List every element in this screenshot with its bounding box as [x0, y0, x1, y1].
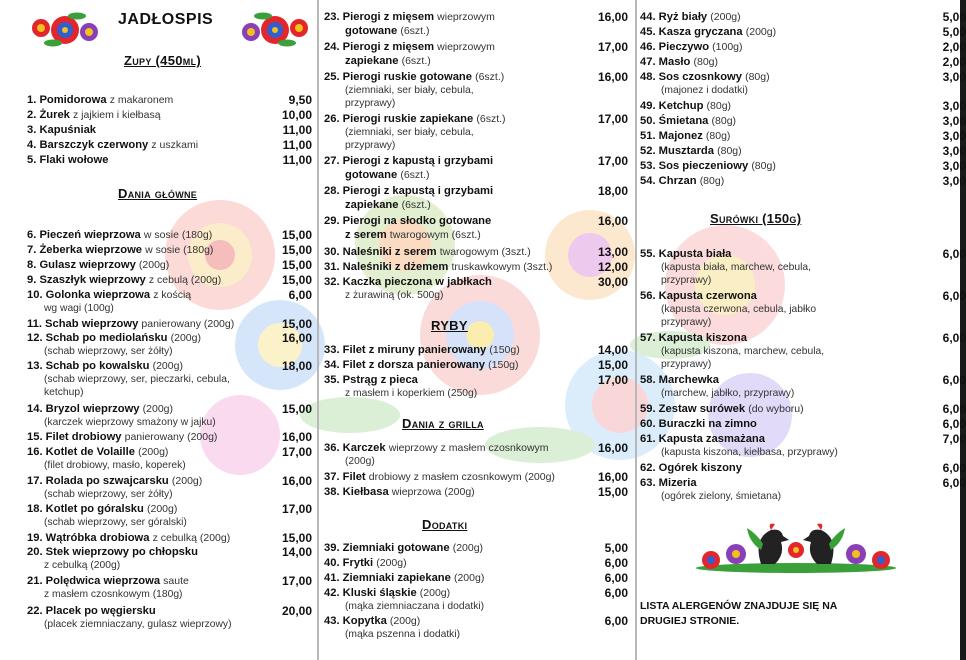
menu-item-description: wieprzowym [437, 11, 495, 23]
menu-item-price: 17,00 [597, 112, 628, 126]
menu-item [324, 112, 506, 126]
menu-item-ingredients: (ziemniaki, ser biały, cebula, [345, 127, 474, 138]
menu-item-description: twarogowym (3szt.) [439, 246, 531, 258]
menu-item-price: 13,00 [597, 245, 628, 259]
menu-item-description: (200g) [170, 332, 201, 344]
menu-item [27, 545, 198, 559]
menu-item-description: w sosie (180g) [145, 244, 214, 256]
menu-item-price: 12,00 [597, 260, 628, 274]
menu-item [27, 359, 183, 373]
menu-item-description: saute [163, 575, 189, 587]
menu-item-ingredients: przyprawy) [661, 275, 712, 286]
menu-item [640, 476, 697, 490]
menu-item-name: 49. Ketchup [640, 100, 704, 112]
menu-item [27, 317, 234, 331]
menu-item-name: 40. Frytki [324, 557, 374, 569]
menu-item-description: (6szt.) [401, 199, 431, 211]
menu-item-name: 8. Gulasz wieprzowy [27, 259, 136, 271]
menu-item-description: z jajkiem i kiełbasą [73, 109, 161, 121]
menu-item-second-line [345, 198, 431, 212]
menu-item-name: 57. Kapusta kiszona [640, 332, 747, 344]
menu-item [324, 343, 520, 357]
menu-item-price: 11,00 [282, 153, 312, 167]
menu-item-ingredients: (karczek wieprzowy smażony w jajku) [44, 417, 216, 428]
menu-item-name: 26. Pierogi ruskie zapiekane [324, 113, 474, 125]
menu-item-description: (80g) [693, 56, 718, 68]
menu-item-description: panierowany (200g) [141, 318, 235, 330]
menu-item-name: 10. Golonka wieprzowa [27, 289, 151, 301]
menu-item-ingredients: (schab wieprzowy, ser żółty) [44, 346, 173, 357]
menu-item-description: (200g) [171, 475, 203, 487]
menu-item-name: 61. Kapusta zasmażana [640, 433, 765, 445]
menu-item [640, 25, 776, 39]
menu-item-ingredients: (kapusta kiszona, marchew, cebula, [661, 346, 825, 357]
menu-item-description: (200g) [146, 503, 178, 515]
menu-item-description: (150g) [489, 344, 520, 356]
menu-item-name: 39. Ziemniaki gotowane [324, 542, 450, 554]
menu-item-ingredients: (ziemniaki, ser biały, cebula, [345, 85, 474, 96]
menu-item [27, 474, 202, 488]
menu-item-description: (80g) [699, 175, 725, 187]
menu-item-name: 29. Pierogi na słodko gotowane [324, 215, 492, 227]
menu-item-price: 17,00 [597, 373, 628, 387]
menu-item-ingredients: z żurawiną (ok. 500g) [345, 290, 444, 301]
menu-title: JADŁOSPIS [118, 11, 214, 28]
menu-item [324, 70, 504, 84]
menu-item-ingredients: (mąka pszenna i dodatki) [345, 629, 461, 640]
menu-item-name: 60. Buraczki na zimno [640, 418, 757, 430]
menu-item [640, 417, 757, 431]
menu-item-name-continued: z serem [345, 229, 387, 241]
menu-item [324, 441, 549, 455]
menu-item-second-line [345, 54, 431, 68]
menu-item-description: z kością [153, 289, 192, 301]
menu-item-price: 30,00 [597, 275, 628, 289]
menu-item [27, 93, 173, 107]
menu-item-name: 58. Marchewka [640, 374, 719, 386]
menu-item-name: 3. Kapuśniak [27, 124, 97, 136]
menu-item-ingredients: ketchup) [44, 387, 84, 398]
menu-item [324, 586, 450, 600]
menu-item-name: 6. Pieczeń wieprzowa [27, 229, 141, 241]
menu-item [640, 10, 741, 24]
menu-item-name: 7. Żeberka wieprzowe [27, 244, 143, 256]
menu-item [324, 373, 418, 387]
menu-item-name: 33. Filet z miruny panierowany [324, 344, 487, 356]
menu-item [640, 55, 718, 69]
menu-item-price: 3,00 [942, 114, 966, 128]
menu-item [27, 273, 221, 287]
menu-item-description: wieprzowy z masłem czosnkowym [388, 442, 549, 454]
menu-item-price: 14,00 [281, 545, 312, 559]
menu-item-description: (80g) [711, 115, 737, 127]
menu-item-description: (6szt.) [475, 71, 505, 83]
menu-item-name-continued: gotowane [345, 169, 398, 181]
menu-item-description: (6szt.) [401, 55, 431, 67]
menu-item [27, 153, 108, 167]
menu-item-name: 4. Barszczyk czerwony [27, 139, 149, 151]
menu-item-ingredients: (200g) [345, 456, 375, 467]
menu-item [640, 70, 770, 84]
menu-item [324, 541, 483, 555]
menu-item-name: 13. Schab po kowalsku [27, 360, 150, 372]
menu-item [640, 373, 719, 387]
menu-item-price: 15,00 [597, 485, 628, 499]
menu-item-name: 54. Chrzan [640, 175, 697, 187]
menu-item-name: 25. Pierogi ruskie gotowane [324, 71, 472, 83]
menu-item-price: 16,00 [597, 10, 628, 24]
menu-item-price: 16,00 [281, 430, 312, 444]
menu-item [27, 138, 198, 152]
menu-item-name: 45. Kasza gryczana [640, 26, 743, 38]
menu-item-price: 3,00 [942, 159, 966, 173]
menu-item-ingredients: przyprawy) [661, 317, 712, 328]
menu-item-name: 50. Śmietana [640, 115, 709, 127]
menu-item-name: 23. Pierogi z mięsem [324, 11, 435, 23]
menu-item [324, 260, 552, 274]
menu-item-price: 2,00 [942, 40, 966, 54]
menu-item [324, 614, 420, 628]
menu-item-description: panierowany (200g) [124, 431, 218, 443]
menu-item-name: 63. Mizeria [640, 477, 697, 489]
menu-item-description: z uszkami [151, 139, 199, 151]
menu-item-price: 9,50 [288, 93, 312, 107]
menu-item-price: 5,00 [604, 541, 628, 555]
menu-item-ingredients: (schab wieprzowy, ser góralski) [44, 517, 187, 528]
menu-item-price: 3,00 [942, 144, 966, 158]
menu-item-ingredients: wg wagi (100g) [44, 303, 114, 314]
menu-item [640, 461, 742, 475]
menu-item-description: z cebulą (200g) [148, 274, 222, 286]
menu-item-description: (200g) [419, 587, 451, 599]
menu-item-price: 16,00 [597, 441, 628, 455]
menu-item-name: 9. Szaszłyk wieprzowy [27, 274, 146, 286]
menu-item [640, 289, 757, 303]
menu-item [324, 214, 491, 228]
menu-item-price: 5,00 [942, 10, 966, 24]
menu-item-description: (100g) [712, 41, 743, 53]
menu-item-price: 6,00 [942, 461, 966, 475]
menu-item-description: twarogowym (6szt.) [389, 229, 481, 241]
menu-item-description: (80g) [717, 145, 742, 157]
menu-item-description: (6szt.) [400, 169, 430, 181]
menu-item-name: 2. Żurek [27, 109, 70, 121]
menu-item [27, 228, 212, 242]
menu-item-description: (200g) [376, 557, 407, 569]
menu-item-description: (6szt.) [400, 25, 430, 37]
menu-item-price: 6,00 [942, 247, 966, 261]
menu-item-price: 3,00 [942, 174, 966, 188]
menu-item [324, 485, 475, 499]
menu-item [27, 430, 217, 444]
menu-item-price: 15,00 [281, 228, 312, 242]
menu-item [324, 358, 519, 372]
menu-item-ingredients: przyprawy) [345, 98, 396, 109]
menu-item-name: 52. Musztarda [640, 145, 714, 157]
menu-item-ingredients: (mąka ziemniaczana i dodatki) [345, 601, 485, 612]
menu-item-price: 17,00 [597, 154, 628, 168]
allergen-note [640, 599, 837, 629]
menu-item-price: 3,00 [942, 99, 966, 113]
menu-item-price: 7,00 [942, 432, 966, 446]
menu-item-name: 53. Sos pieczeniowy [640, 160, 749, 172]
menu-item-name: 1. Pomidorowa [27, 94, 107, 106]
menu-item-description: (150g) [488, 359, 519, 371]
menu-item [640, 99, 731, 113]
menu-item-ingredients: (kapusta biała, marchew, cebula, [661, 262, 811, 273]
menu-item-price: 15,00 [281, 531, 312, 545]
menu-item-price: 6,00 [942, 402, 966, 416]
menu-item-ingredients: (marchew, jabłko, przyprawy) [661, 388, 795, 399]
menu-item-price: 6,00 [604, 571, 628, 585]
section-heading-dania-glowne: Dania główne [118, 186, 198, 201]
menu-item-ingredients: (kapusta czerwona, cebula, jabłko [661, 304, 817, 315]
menu-item-name: 35. Pstrąg z pieca [324, 374, 418, 386]
menu-item-ingredients: z cebulką (200g) [44, 560, 121, 571]
menu-item-description: (200g) [142, 403, 173, 415]
menu-item-price: 14,00 [597, 343, 628, 357]
menu-item-name-continued: zapiekane [345, 55, 399, 67]
menu-item-ingredients: z masłem czosnkowym (180g) [44, 589, 183, 600]
menu-item-ingredients: przyprawy) [661, 359, 712, 370]
section-heading-dodatki: Dodatki [422, 517, 468, 532]
menu-item [640, 144, 742, 158]
menu-item-name-continued: zapiekane [345, 199, 399, 211]
menu-item-name: 42. Kluski śląskie [324, 587, 417, 599]
menu-item-name: 11. Schab wieprzowy [27, 318, 139, 330]
menu-item [640, 331, 747, 345]
menu-item-ingredients: (placek ziemniaczany, gulasz wieprzowy) [44, 619, 232, 630]
folk-flower-right-icon [235, 10, 315, 50]
menu-item-price: 6,00 [942, 476, 966, 490]
menu-item-name: 12. Schab po mediolańsku [27, 332, 168, 344]
menu-item-name: 44. Ryż biały [640, 11, 708, 23]
folk-flower-left-icon [25, 10, 105, 50]
menu-item-description: (80g) [751, 160, 776, 172]
menu-item-price: 16,00 [597, 70, 628, 84]
menu-item-name: 21. Polędwica wieprzowa [27, 575, 161, 587]
menu-item-price: 6,00 [288, 288, 312, 302]
menu-item [640, 129, 730, 143]
menu-item [324, 10, 495, 24]
menu-item [640, 40, 743, 54]
menu-item-price: 6,00 [942, 331, 966, 345]
menu-item-name: 37. Filet [324, 471, 366, 483]
allergen-note-line: DRUGIEJ STRONIE. [640, 615, 740, 627]
menu-item [640, 174, 724, 188]
menu-item-name: 5. Flaki wołowe [27, 154, 109, 166]
menu-item [324, 470, 555, 484]
menu-item-price: 15,00 [281, 243, 312, 257]
menu-item-description: wieprzowym [437, 41, 495, 53]
menu-column-1 [0, 0, 318, 660]
menu-item-description: truskawkowym (3szt.) [451, 261, 553, 273]
menu-item-ingredients: (majonez i dodatki) [661, 85, 748, 96]
menu-item-name: 46. Pieczywo [640, 41, 710, 53]
menu-item-description: (200g) [710, 11, 741, 23]
menu-item-description: (do wyboru) [748, 403, 804, 415]
menu-item-price: 16,00 [597, 214, 628, 228]
folk-rooster-ornament-icon [691, 520, 901, 578]
menu-item-name: 16. Kotlet de Volaille [27, 446, 135, 458]
menu-item [27, 445, 168, 459]
menu-item-description: (200g) [452, 542, 484, 554]
menu-item-description: (80g) [705, 130, 731, 142]
menu-item [27, 531, 230, 545]
menu-item-name: 34. Filet z dorsza panierowany [324, 359, 486, 371]
menu-item [640, 247, 731, 261]
menu-item-second-line [345, 228, 481, 242]
menu-item-name: 30. Naleśniki z serem [324, 246, 437, 258]
menu-item-price: 17,00 [597, 40, 628, 54]
menu-item-price: 5,00 [942, 25, 966, 39]
menu-item-description: (200g) [138, 259, 170, 271]
menu-item [324, 184, 493, 198]
menu-item-description: drobiowy z masłem czosnkowym (200g) [368, 471, 555, 483]
menu-item [324, 154, 493, 168]
section-heading-zupy: Zupy (450ml) [124, 53, 202, 68]
menu-item [640, 432, 765, 446]
menu-item-price: 17,00 [281, 502, 312, 516]
menu-item-name: 28. Pierogi z kapustą i grzybami [324, 185, 494, 197]
menu-item [640, 114, 736, 128]
menu-item-price: 16,00 [281, 331, 312, 345]
menu-item-price: 3,00 [942, 129, 966, 143]
menu-item-price: 2,00 [942, 55, 966, 69]
menu-item-name: 51. Majonez [640, 130, 703, 142]
menu-item-name: 18. Kotlet po góralsku [27, 503, 144, 515]
menu-item [640, 402, 804, 416]
menu-item-ingredients: (schab wieprzowy, ser, pieczarki, cebula, [44, 374, 230, 385]
menu-item-name: 27. Pierogi z kapustą i grzybami [324, 155, 494, 167]
menu-item-name: 19. Wątróbka drobiowa [27, 532, 150, 544]
menu-item-name: 20. Stek wieprzowy po chłopsku [27, 546, 198, 558]
menu-item-name: 17. Rolada po szwajcarsku [27, 475, 169, 487]
menu-item [324, 40, 495, 54]
menu-item-price: 6,00 [942, 373, 966, 387]
menu-item-name: 31. Naleśniki z dżemem [324, 261, 449, 273]
menu-item-name: 55. Kapusta biała [640, 248, 732, 260]
menu-item-name: 59. Zestaw surówek [640, 403, 746, 415]
menu-item [27, 243, 213, 257]
menu-item-price: 17,00 [281, 574, 312, 588]
menu-item-price: 6,00 [604, 614, 628, 628]
menu-item-ingredients: (filet drobiowy, masło, koperek) [44, 460, 186, 471]
menu-column-3 [636, 0, 966, 660]
menu-item-price: 16,00 [597, 470, 628, 484]
menu-item [324, 556, 407, 570]
menu-item-price: 11,00 [282, 123, 312, 137]
menu-item-name: 14. Bryzol wieprzowy [27, 403, 140, 415]
menu-item [640, 159, 776, 173]
menu-item-price: 18,00 [281, 359, 312, 373]
menu-item [27, 402, 173, 416]
menu-item-name: 32. Kaczka pieczona w jabłkach [324, 276, 492, 288]
menu-item-description: (6szt.) [476, 113, 506, 125]
menu-item-price: 16,00 [281, 474, 312, 488]
menu-item-price: 10,00 [281, 108, 312, 122]
menu-item-name: 38. Kiełbasa [324, 486, 389, 498]
menu-item-description: z cebulką (200g) [152, 532, 231, 544]
allergen-note-line: LISTA ALERGENÓW ZNAJDUJE SIĘ NA [640, 600, 838, 612]
menu-item-price: 6,00 [604, 556, 628, 570]
menu-item-price: 18,00 [597, 184, 628, 198]
menu-item-ingredients: przyprawy) [345, 140, 396, 151]
menu-item-second-line [345, 24, 430, 38]
menu-item-second-line [345, 168, 430, 182]
menu-item-price: 15,00 [281, 273, 312, 287]
menu-item-price: 20,00 [281, 604, 312, 618]
menu-item-description: wieprzowa (200g) [391, 486, 475, 498]
menu-item-price: 11,00 [282, 138, 312, 152]
menu-item-description: (200g) [453, 572, 485, 584]
menu-item-name: 15. Filet drobiowy [27, 431, 122, 443]
menu-item-price: 6,00 [942, 289, 966, 303]
section-heading-grill: Dania z grilla [402, 416, 484, 431]
menu-item-price: 15,00 [281, 317, 312, 331]
menu-item [27, 258, 169, 272]
menu-item-price: 6,00 [942, 417, 966, 431]
menu-item-description: w sosie (180g) [143, 229, 213, 241]
menu-item-description: z makaronem [109, 94, 174, 106]
menu-item-price: 17,00 [281, 445, 312, 459]
menu-item-price: 15,00 [281, 402, 312, 416]
menu-item-ingredients: z masłem i koperkiem (250g) [345, 388, 478, 399]
menu-item [27, 123, 96, 137]
menu-item [27, 502, 177, 516]
menu-item-name: 56. Kapusta czerwona [640, 290, 757, 302]
menu-item [27, 108, 161, 122]
menu-item-name: 22. Placek po węgiersku [27, 605, 156, 617]
menu-item-price: 6,00 [604, 586, 628, 600]
menu-item-description: (200g) [745, 26, 777, 38]
menu-item-name: 24. Pierogi z mięsem [324, 41, 435, 53]
section-heading-ryby: RYBY [431, 318, 468, 333]
menu-item [324, 275, 492, 289]
menu-item-name: 48. Sos czosnkowy [640, 71, 742, 83]
menu-item-name-continued: gotowane [345, 25, 398, 37]
menu-item [324, 571, 484, 585]
menu-item-description: (80g) [706, 100, 732, 112]
menu-item-price: 15,00 [281, 258, 312, 272]
menu-item-ingredients: (kapusta kiszona, kiełbasa, przyprawy) [661, 447, 838, 458]
menu-column-2 [318, 0, 636, 660]
menu-item-price: 3,00 [942, 70, 966, 84]
menu-item-price: 15,00 [597, 358, 628, 372]
menu-item-name: 41. Ziemniaki zapiekane [324, 572, 451, 584]
menu-item-description: (200g) [389, 615, 421, 627]
menu-item-description: (200g) [138, 446, 169, 458]
menu-item-name: 62. Ogórek kiszony [640, 462, 742, 474]
menu-item [27, 604, 156, 618]
menu-item [324, 245, 531, 259]
menu-item-name: 36. Karczek [324, 442, 386, 454]
menu-item [27, 331, 201, 345]
menu-item-description: (80g) [745, 71, 770, 83]
menu-item-name: 47. Masło [640, 56, 691, 68]
menu-item [27, 288, 191, 302]
menu-item-ingredients: (ogórek zielony, śmietana) [661, 491, 781, 502]
section-heading-surowki: Surówki (150g) [710, 211, 802, 226]
menu-item-description: (200g) [152, 360, 183, 372]
menu-item-name: 43. Kopytka [324, 615, 387, 627]
menu-item [27, 574, 189, 588]
menu-item-ingredients: (schab wieprzowy, ser żółty) [44, 489, 173, 500]
